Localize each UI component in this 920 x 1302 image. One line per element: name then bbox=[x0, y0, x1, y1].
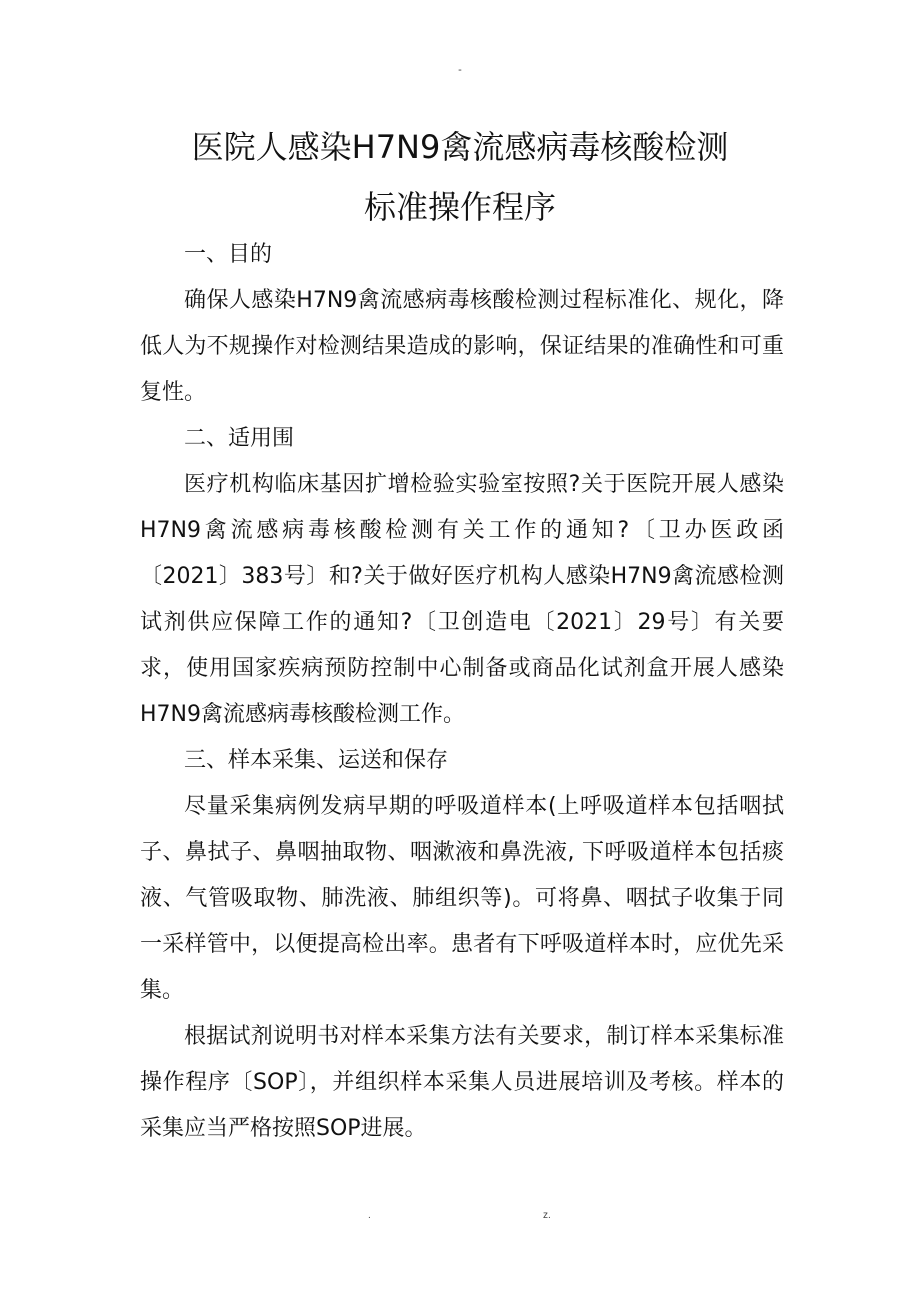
paragraph-purpose: 确保人感染H7N9禽流感病毒核酸检测过程标准化、规化，降低人为不规操作对检测结果造成的影响，保证结果的准确性和可重复性。 bbox=[140, 288, 784, 405]
paragraph-sampling-2: 根据试剂说明书对样本采集方法有关要求，制订样本采集标准操作程序〔SOP〕，并组织样本采集人员进展培训及考核。样本的采集应当严格按照SOP进展。 bbox=[140, 1024, 784, 1141]
document-body bbox=[140, 232, 784, 1152]
page-footer-left: . bbox=[368, 1210, 371, 1221]
section-heading-sampling: 三、样本采集、运送和保存 bbox=[184, 748, 449, 773]
page-header-mark: - bbox=[458, 64, 462, 76]
section-heading-scope: 二、适用围 bbox=[184, 426, 295, 451]
document-title-line2: 标准操作程序 bbox=[363, 188, 556, 226]
section-heading-purpose: 一、目的 bbox=[184, 242, 273, 267]
page-footer-right: z. bbox=[543, 1210, 551, 1221]
document-title-line1: 医院人感染H7N9禽流感病毒核酸检测 bbox=[191, 128, 729, 166]
paragraph-sampling-1: 尽量采集病例发病早期的呼吸道样本(上呼吸道样本包括咽拭子、鼻拭子、鼻咽抽取物、咽漱液和鼻洗液, 下呼吸道样本包括痰液、气管吸取物、肺洗液、肺组织等)。可将鼻、咽拭子收集于同一采样管中，以便提高检出率。患者有下呼吸道样本时，应优先采集。 bbox=[140, 794, 784, 1003]
paragraph-scope: 医疗机构临床基因扩增检验实验室按照?关于医院开展人感染H7N9禽流感病毒核酸检测有关工作的通知?〔卫办医政函〔2021〕383号〕和?关于做好医疗机构人感染H7N9禽流感检测试剂供应保障工作的通知?〔卫创造电〔2021〕29号〕有关要求，使用国家疾病预防控制中心制备或商品化试剂盒开展人感染H7N9禽流感病毒核酸检测工作。 bbox=[140, 472, 784, 727]
